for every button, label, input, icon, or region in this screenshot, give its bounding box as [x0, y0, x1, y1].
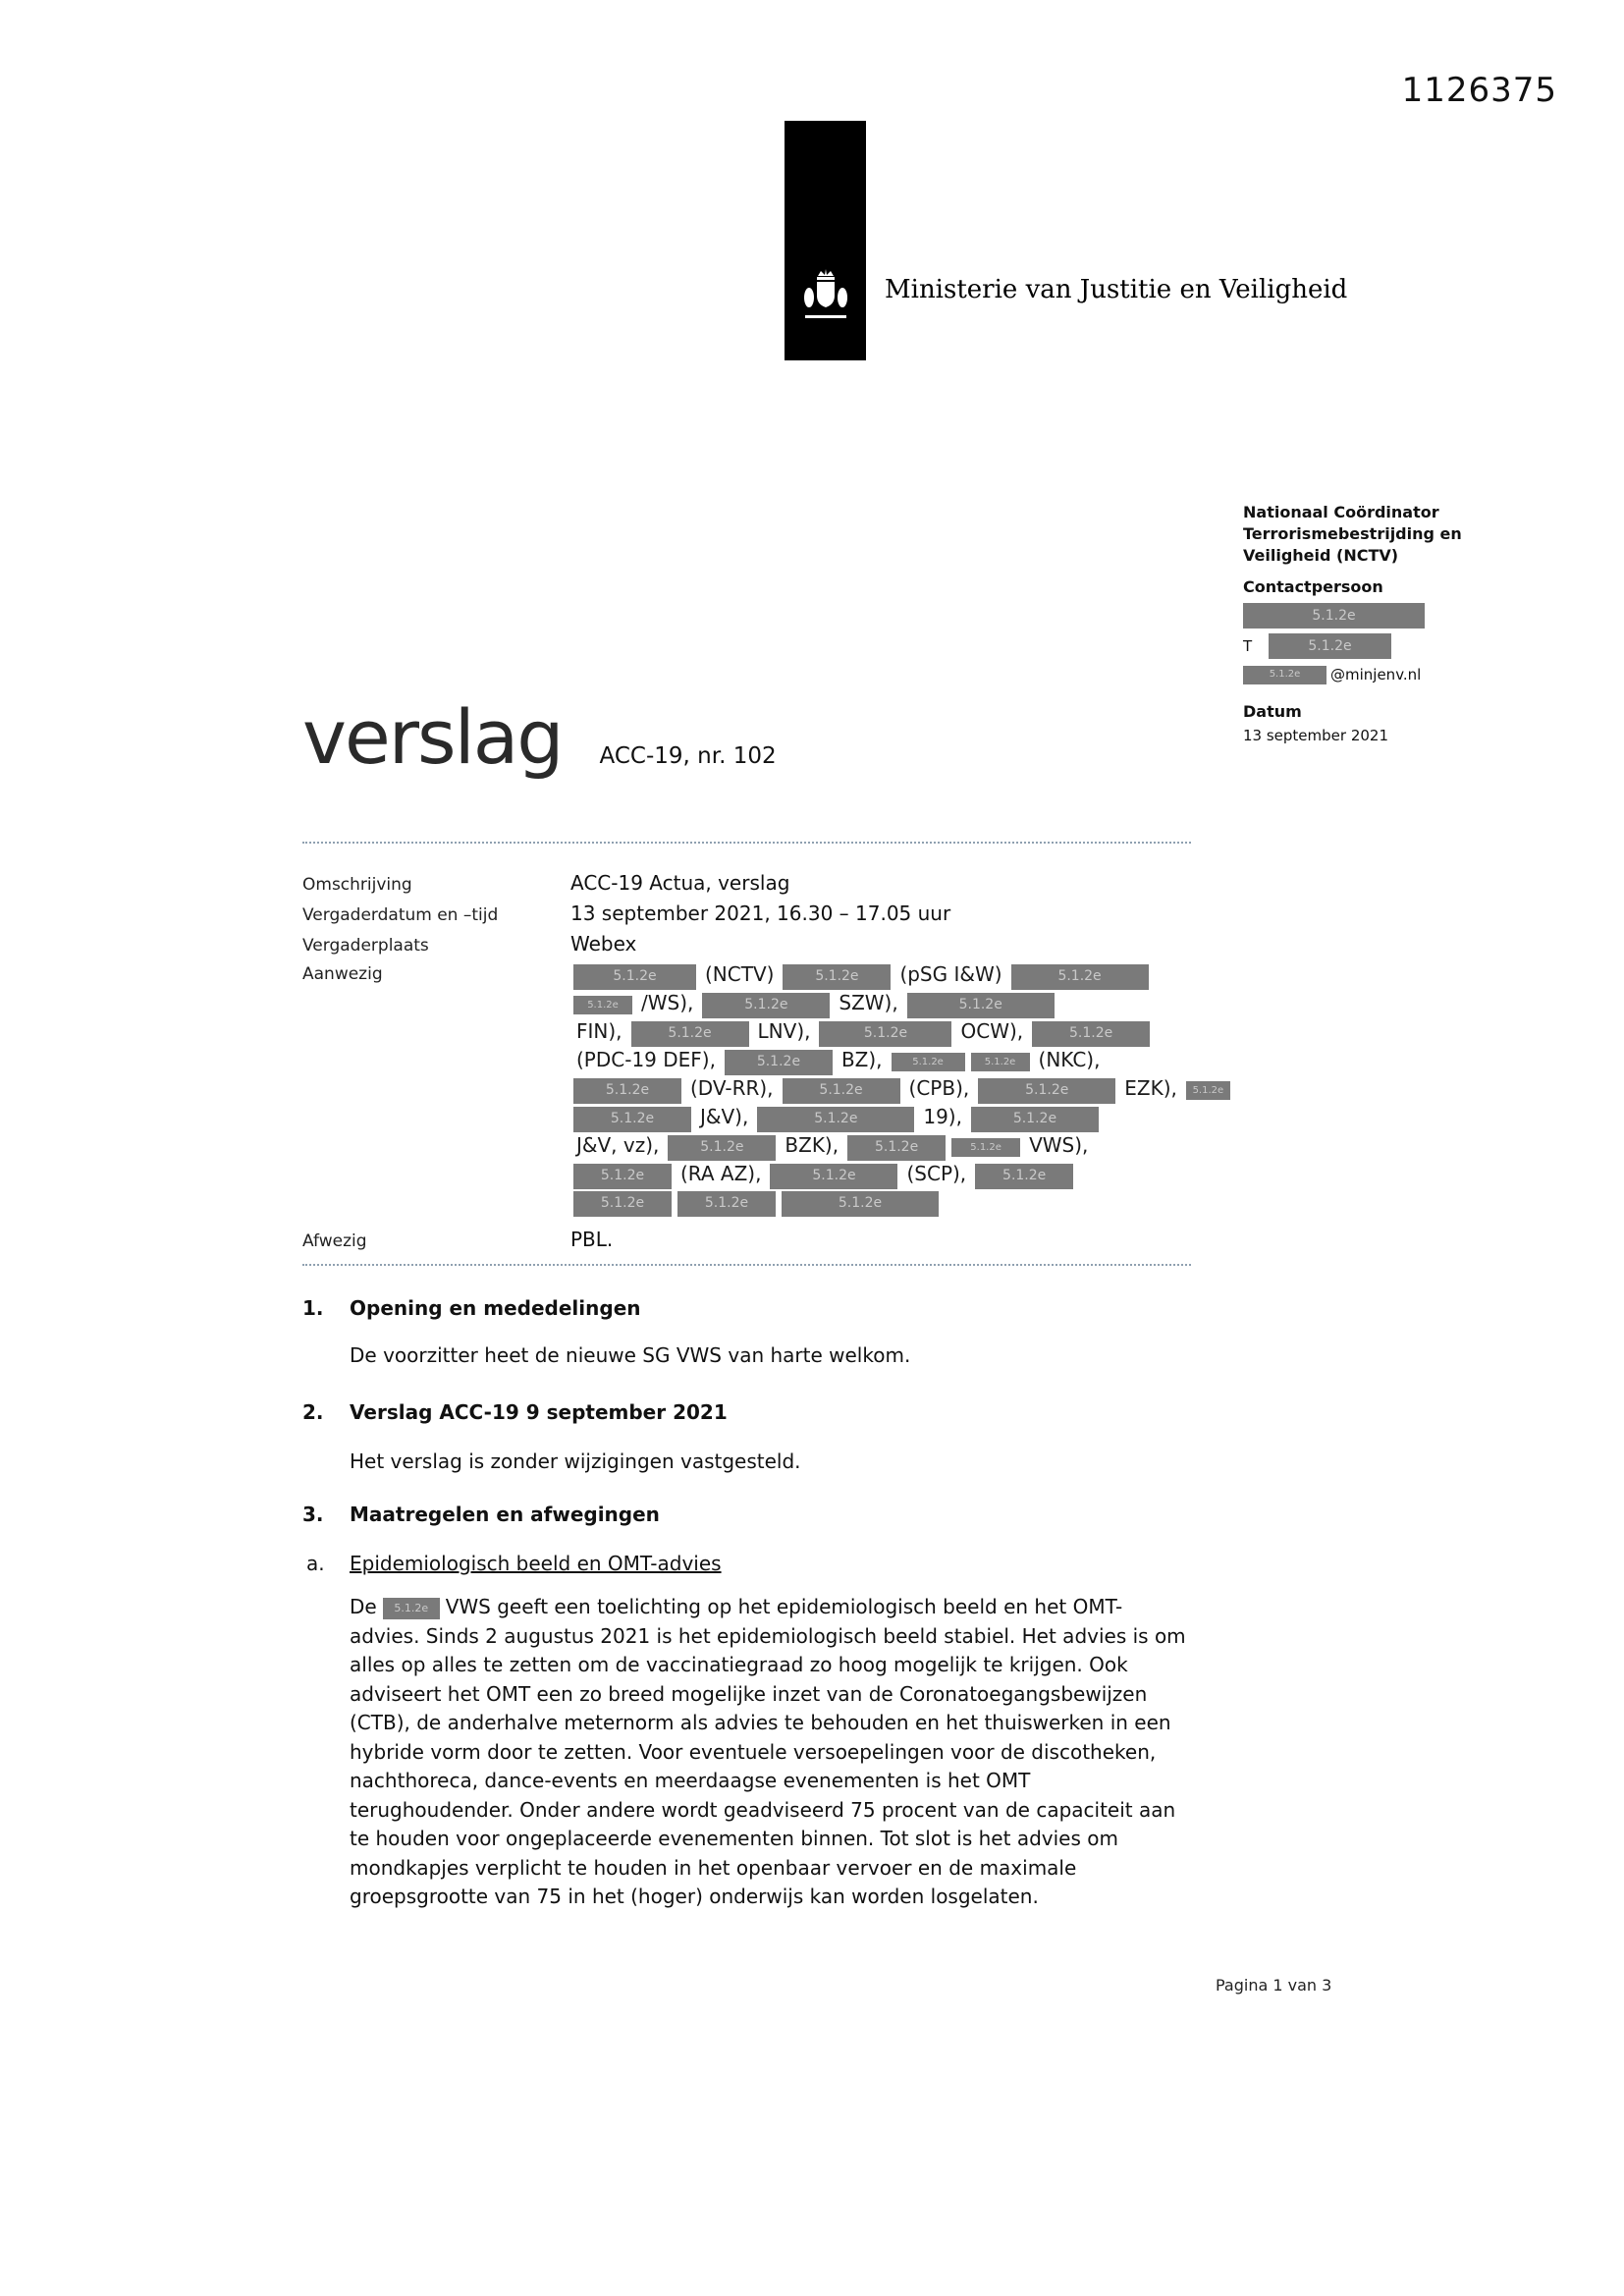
- redaction-box: 5.1.2e: [573, 1191, 672, 1217]
- attendee-text: (NKC),: [1038, 1048, 1101, 1071]
- redaction-box: 5.1.2e: [819, 1021, 951, 1047]
- subsection-letter: a.: [306, 1552, 325, 1575]
- section-2-body: Het verslag is zonder wijzigingen vastgesteld.: [350, 1449, 801, 1473]
- attendee-text: OCW),: [960, 1019, 1024, 1043]
- attendee-text: J&V),: [700, 1105, 749, 1128]
- section-number: 1.: [302, 1296, 324, 1320]
- meta-row: [302, 869, 1206, 900]
- meta-label: Omschrijving: [302, 875, 412, 895]
- doc-number: 1126375: [1401, 71, 1557, 110]
- section-3-heading: [302, 1503, 660, 1526]
- attendee-line: [570, 1103, 1233, 1131]
- phone-prefix: T: [1243, 637, 1253, 655]
- redaction-box: 5.1.2e: [770, 1164, 897, 1189]
- redaction-box: 5.1.2e: [907, 993, 1055, 1018]
- attendee-text: (CPB),: [908, 1076, 970, 1100]
- redaction-box: 5.1.2e: [951, 1138, 1020, 1157]
- attendee-text: SZW),: [839, 991, 898, 1014]
- attendee-text: BZK),: [785, 1133, 839, 1157]
- attendee-line: [570, 1188, 1233, 1217]
- redaction-box: 5.1.2e: [971, 1053, 1030, 1071]
- redaction-box: 5.1.2e: [631, 1021, 749, 1047]
- page-subtitle: ACC-19, nr. 102: [599, 743, 777, 769]
- attendee-text: (NCTV): [705, 962, 775, 986]
- section-title: Verslag ACC-19 9 september 2021: [350, 1400, 728, 1424]
- coat-of-arms-icon: [801, 268, 850, 323]
- attendee-text: J&V, vz),: [576, 1133, 660, 1157]
- section-number: 3.: [302, 1503, 324, 1526]
- redaction-box: 5.1.2e: [1032, 1021, 1150, 1047]
- meta-value: 13 september 2021, 16.30 – 17.05 uur: [570, 902, 951, 925]
- subsection-a-heading: [306, 1552, 722, 1575]
- divider-bottom: [302, 1264, 1191, 1266]
- redaction-box: 5.1.2e: [725, 1050, 833, 1075]
- redaction-box: 5.1.2e: [1011, 964, 1149, 990]
- redaction-box: 5.1.2e: [1243, 603, 1425, 629]
- attendee-line: [570, 1074, 1233, 1103]
- aanwezig-row: [302, 960, 1224, 1217]
- meta-label: Vergaderdatum en –tijd: [302, 905, 499, 925]
- subsection-a-body: [350, 1593, 1186, 1912]
- date-value: 13 september 2021: [1243, 727, 1389, 744]
- redaction-box: 5.1.2e: [1243, 666, 1326, 684]
- attendee-line: [570, 1160, 1233, 1188]
- title-row: [302, 693, 777, 781]
- section-title: Opening en mededelingen: [350, 1296, 641, 1320]
- aanwezig-label: Aanwezig: [302, 964, 383, 984]
- section-1-heading: [302, 1296, 641, 1320]
- ministry-name: Ministerie van Justitie en Veiligheid: [885, 275, 1348, 304]
- contact-block: [1243, 502, 1587, 746]
- attendee-text: BZ),: [840, 1048, 883, 1071]
- attendee-text: (PDC-19 DEF),: [576, 1048, 716, 1071]
- section-2-heading: [302, 1400, 728, 1424]
- redaction-box: 5.1.2e: [702, 993, 830, 1018]
- page-title: verslag: [302, 693, 563, 781]
- section-title: Maatregelen en afwegingen: [350, 1503, 660, 1526]
- redaction-box: 5.1.2e: [1269, 633, 1391, 659]
- attendee-line: [570, 989, 1233, 1017]
- redaction-box: 5.1.2e: [971, 1107, 1099, 1132]
- afwezig-label: Afwezig: [302, 1231, 367, 1251]
- redaction-box: 5.1.2e: [677, 1191, 776, 1217]
- rijksoverheid-ribbon: [785, 121, 866, 360]
- attendee-text: (SCP),: [906, 1162, 967, 1185]
- attendee-text: VWS),: [1029, 1133, 1089, 1157]
- subsection-title: Epidemiologisch beeld en OMT-advies: [350, 1552, 722, 1575]
- date-label: Datum: [1243, 702, 1302, 721]
- redaction-box: 5.1.2e: [573, 996, 632, 1014]
- meta-row: [302, 900, 1206, 930]
- body-prefix: De: [350, 1595, 377, 1618]
- email-domain: @minjenv.nl: [1330, 666, 1422, 683]
- meta-block: [302, 869, 1224, 1256]
- meta-value: ACC-19 Actua, verslag: [570, 871, 790, 895]
- attendee-line: [570, 1017, 1233, 1046]
- attendee-text: (pSG I&W): [899, 962, 1002, 986]
- redaction-box: 5.1.2e: [892, 1053, 965, 1071]
- redaction-box: 5.1.2e: [783, 964, 891, 990]
- redaction-box: 5.1.2e: [847, 1135, 946, 1161]
- org-line-3: Veiligheid (NCTV): [1243, 546, 1399, 565]
- attendee-text: 19),: [923, 1105, 962, 1128]
- meta-row: [302, 930, 1206, 960]
- section-number: 2.: [302, 1400, 324, 1424]
- attendee-text: FIN),: [576, 1019, 623, 1043]
- org-line-1: Nationaal Coördinator: [1243, 503, 1439, 521]
- redaction-box: 5.1.2e: [573, 1107, 691, 1132]
- attendee-text: (DV-RR),: [690, 1076, 774, 1100]
- section-1-body: De voorzitter heet de nieuwe SG VWS van harte welkom.: [350, 1343, 911, 1367]
- afwezig-row: [302, 1226, 1206, 1256]
- attendee-line: [570, 1046, 1233, 1074]
- divider-top: [302, 842, 1191, 844]
- afwezig-value: PBL.: [570, 1228, 614, 1251]
- attendee-text: EZK),: [1124, 1076, 1177, 1100]
- attendee-list: [570, 960, 1233, 1217]
- meta-value: Webex: [570, 932, 637, 956]
- redaction-box: 5.1.2e: [978, 1078, 1115, 1104]
- redaction-box: 5.1.2e: [975, 1164, 1073, 1189]
- body-text: VWS geeft een toelichting op het epidemiologisch beeld en het OMT-advies. Sinds 2 augustus 2021 is het epidemiologisch beeld stabiel. Het advies is om alles op alles te zetten om de vaccinatiegraad zo hoog mogelijk te krijgen. Ook adviseert het OMT een zo breed mogelijke inzet van de Coronatoegangsbewijzen (CTB), de anderhalve meternorm als advies te behouden en het thuiswerken in een hybride vorm door te zetten. Voor eventuele versoepelingen voor de discotheken, nachthoreca, dance-events en meerdaagse evenementen is het OMT terughoudender. Onder andere wordt geadviseerd 75 procent van de capaciteit aan te houden voor ongeplaceerde evenementen binnen. Tot slot is het advies om mondkapjes verplicht te houden in het openbaar vervoer en de maximale groepsgrootte van 75 in het (hoger) onderwijs kan worden losgelaten.: [350, 1595, 1186, 1908]
- attendee-text: (RA AZ),: [680, 1162, 762, 1185]
- redaction-box: 5.1.2e: [573, 1078, 681, 1104]
- redaction-box: 5.1.2e: [573, 964, 696, 990]
- redaction-box: 5.1.2e: [782, 1191, 939, 1217]
- redaction-box: 5.1.2e: [783, 1078, 900, 1104]
- attendee-line: [570, 1131, 1233, 1160]
- redaction-box: 5.1.2e: [383, 1598, 440, 1619]
- org-line-2: Terrorismebestrijding en: [1243, 524, 1462, 543]
- contact-label: Contactpersoon: [1243, 577, 1383, 596]
- attendee-line: [570, 960, 1233, 989]
- attendee-text: /WS),: [641, 991, 694, 1014]
- meta-label: Vergaderplaats: [302, 936, 429, 956]
- redaction-box: 5.1.2e: [573, 1164, 672, 1189]
- redaction-box: 5.1.2e: [1186, 1081, 1230, 1100]
- redaction-box: 5.1.2e: [668, 1135, 776, 1161]
- attendee-text: LNV),: [757, 1019, 811, 1043]
- page-footer: Pagina 1 van 3: [1216, 1976, 1332, 1995]
- redaction-box: 5.1.2e: [757, 1107, 914, 1132]
